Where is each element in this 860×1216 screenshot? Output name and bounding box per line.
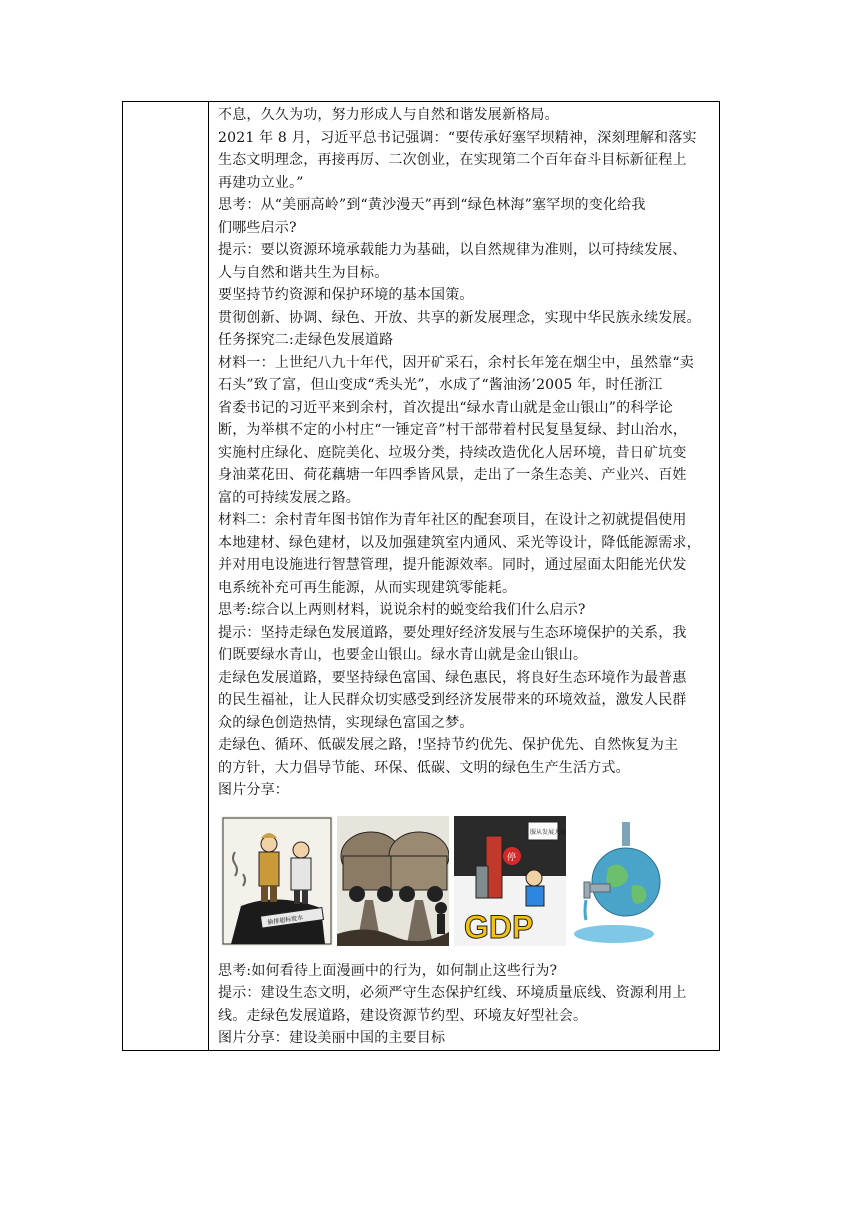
text-line: 并对用电设施进行智慧管理，提升能源效率。同时，通过屋面太阳能光伏发: [218, 557, 687, 573]
text-line: 线。走绿色发展道路，建设资源节约型、环境友好型社会。: [218, 1007, 588, 1024]
text-block-before: [218, 104, 716, 802]
lesson-table: [122, 101, 720, 1051]
cartoon3-gdp: GDP: [464, 908, 534, 945]
text-line: 实施村庄绿化、庭院美化、垃圾分类，持续改造优化人居环境，昔日矿坑变: [218, 444, 687, 461]
cartoon-gdp-priority: [454, 816, 566, 946]
text-line: 提示：建设生态文明，必须严守生态保护红线、环境质量底线、资源利用上: [218, 985, 687, 1001]
text-line: 走绿色发展道路，要坚持绿色富国、绿色惠民，将良好生态环境作为最普惠: [218, 669, 687, 686]
text-line: 走绿色、循环、低碳发展之路，!坚持节约优先、保护优先、自然恢复为主: [218, 737, 679, 753]
text-line: 思考:如何看待上面漫画中的行为，如何制止这些行为?: [218, 962, 558, 979]
text-line: 电系统补充可再生能源，从而实现建筑零能耗。: [218, 579, 517, 596]
text-line: 贯彻创新、协调、绿色、开放、共享的新发展理念，实现中华民族永续发展。: [218, 309, 701, 326]
cartoon-pollution-dumping: [221, 816, 333, 946]
text-line: 材料一：上世纪八九十年代，因开矿采石，余村长年笼在烟尘中，虽然靠“卖: [218, 354, 694, 371]
text-line: 提示：坚持走绿色发展道路，要处理好经济发展与生态环境保护的关系，我: [218, 624, 687, 641]
text-line: 们既要绿水青山，也要金山银山。绿水青山就是金山银山。: [218, 647, 588, 663]
text-line: 人与自然和谐共生为目标。: [218, 264, 389, 281]
text-line: 的民生福祉，让人民群众切实感受到经济发展带来的环境效益，激发人民群: [218, 692, 687, 708]
text-line: 思考：从“美丽高岭”到“黄沙漫天”再到“绿色林海”塞罕坝的变化给我: [218, 197, 646, 213]
content-cell: [218, 104, 716, 1050]
text-line: 众的绿色创造热情，实现绿色富国之梦。: [218, 714, 474, 731]
text-line: 再建功立业。”: [218, 174, 304, 191]
cartoon-gallery: [218, 808, 716, 958]
cartoon3-sign: 服从发展大局: [530, 828, 566, 836]
text-line: 生态文明理念，再接再厉、二次创业，在实现第二个百年奋斗目标新征程上: [218, 152, 687, 168]
text-line: 们哪些启示?: [218, 219, 297, 236]
cartoon1-sign: 偷排超标废水: [266, 913, 304, 926]
text-line: 省委书记的习近平来到余村，首次提出“绿水青山就是金山银山”的科学论: [218, 399, 673, 416]
text-line: 的方针，大力倡导节能、环保、低碳、文明的绿色生产生活方式。: [218, 759, 630, 776]
text-line: 图片分享：: [218, 782, 289, 798]
text-line: 富的可持续发展之路。: [218, 489, 360, 506]
text-line: 图片分享：建设美丽中国的主要目标: [218, 1030, 446, 1046]
text-line: 任务探究二:走绿色发展道路: [218, 332, 394, 348]
text-line: 不息，久久为功，努力形成人与自然和谐发展新格局。: [218, 107, 559, 123]
text-line: 石头”致了富，但山变成“秃头光”，水成了“酱油汤’2005 年，时任浙江: [218, 377, 663, 393]
cartoon-earth-faucet: [570, 816, 682, 946]
text-line: 本地建材、绿色建材，以及加强建筑室内通风、采光等设计，降低能源需求，: [218, 534, 701, 551]
text-line: 断，为举棋不定的小村庄“一锤定音”村干部带着村民复垦复绿、封山治水，: [218, 422, 688, 438]
left-column: [123, 102, 209, 1050]
cartoon-sewage-tankers: [337, 816, 449, 946]
cartoon3-stop: 停: [507, 852, 517, 863]
text-line: 2021 年 8 月，习近平总书记强调：“要传承好塞罕坝精神，深刻理解和落实: [218, 129, 697, 146]
text-block-after: [218, 960, 716, 1050]
text-line: 思考:综合以上两则材料，说说余村的蜕变给我们什么启示?: [218, 602, 586, 618]
text-line: 要坚持节约资源和保护环境的基本国策。: [218, 287, 474, 303]
text-line: 提示：要以资源环境承载能力为基础，以自然规律为准则，以可持续发展、: [218, 242, 687, 258]
text-line: 材料二：余村青年图书馆作为青年社区的配套项目，在设计之初就提倡使用: [218, 512, 687, 528]
text-line: 身油菜花田、荷花藕塘一年四季皆风景，走出了一条生态美、产业兴、百姓: [218, 467, 687, 483]
